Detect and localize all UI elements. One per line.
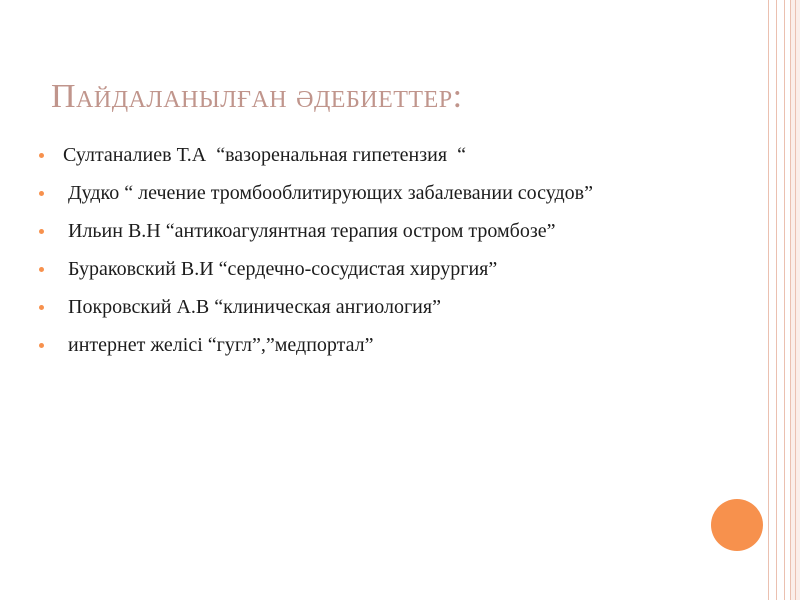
bullet-icon — [39, 229, 44, 234]
frame-line — [784, 0, 785, 600]
bullet-icon — [39, 343, 44, 348]
reference-text: Бураковский В.И “сердечно-сосудистая хирургия” — [63, 258, 498, 280]
frame-line — [776, 0, 777, 600]
reference-text: Покровский А.В “клиническая ангиология” — [63, 296, 441, 318]
bullet-icon — [39, 153, 44, 158]
reference-item — [39, 140, 689, 170]
reference-item — [39, 292, 689, 322]
bullet-icon — [39, 305, 44, 310]
reference-text: Дудко “ лечение тромбооблитирующих забалевании сосудов” — [63, 182, 593, 204]
bullet-icon — [39, 267, 44, 272]
reference-item — [39, 254, 689, 284]
reference-list — [39, 140, 689, 368]
reference-item — [39, 216, 689, 246]
reference-text: Султаналиев Т.А “вазоренальная гипетензия “ — [63, 144, 466, 166]
reference-item — [39, 178, 689, 208]
bullet-icon — [39, 191, 44, 196]
frame-line — [768, 0, 769, 600]
reference-text: интернет желісі “гугл”,”медпортал” — [63, 334, 374, 356]
decorative-circle — [711, 499, 763, 551]
reference-text: Ильин В.Н “антикоагулянтная терапия остром тромбозе” — [63, 220, 556, 242]
reference-item — [39, 330, 689, 360]
frame-line — [795, 0, 796, 600]
slide-title: Пайдаланылған әдебиеттер: — [51, 78, 463, 115]
